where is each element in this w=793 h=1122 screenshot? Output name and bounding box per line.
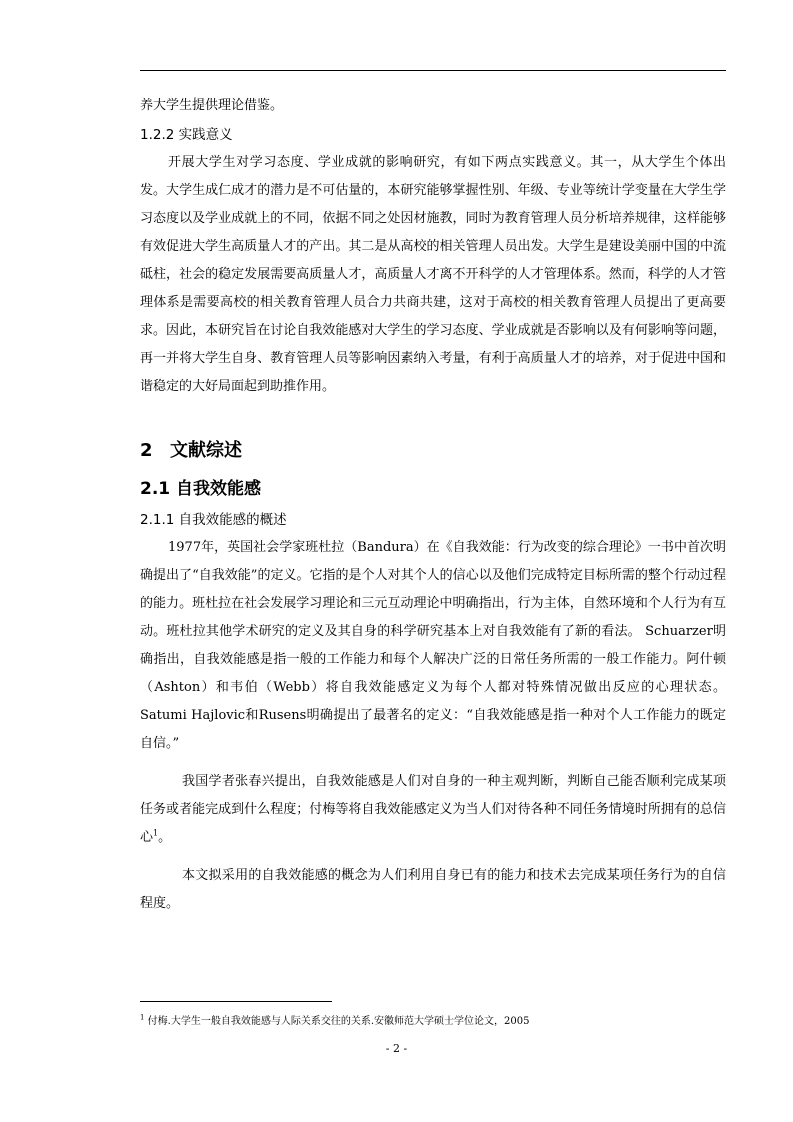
heading-1-2-2: 1.2.2 实践意义	[140, 127, 233, 143]
overview-paragraph-2-end: 。	[158, 830, 172, 845]
page-body	[140, 92, 726, 918]
overview-paragraph-3: 本文拟采用的自我效能感的概念为人们利用自身已有的能力和技术去完成某项任务行为的自信程度。	[140, 868, 726, 911]
practical-significance-paragraph: 开展大学生对学习态度、学业成就的影响研究，有如下两点实践意义。其一，从大学生个体出发。大学生成仁成才的潜力是不可估量的，本研究能够掌握性别、年级、专业等统计学变量在大学生学习态度以及学业成就上的不同，依据不同之处因材施教，同时为教育管理人员分析培养规律，这样能够有效促进大学生高质量人才的产出。其二是从高校的相关管理人员出发。大学生是建设美丽中国的中流砥柱，社会的稳定发展需要高质量人才，高质量人才离不开科学的人才管理体系。然而，科学的人才管理体系是需要高校的相关教育管理人员合力共商共建，这对于高校的相关教育管理人员提出了更高要求。因此，本研究旨在讨论自我效能感对大学生的学习态度、学业成就是否影响以及有何影响等问题，再一并将大学生自身、教育管理人员等影响因素纳入考量，有利于高质量人才的培养，对于促进中国和谐稳定的大好局面起到助推作用。	[140, 155, 726, 394]
chapter-title: 文献综述	[170, 440, 242, 461]
chapter-heading	[140, 434, 726, 468]
footnote-rule	[140, 1001, 332, 1002]
chapter-number: 2	[140, 440, 153, 461]
continuation-text: 养大学生提供理论借鉴。	[140, 98, 284, 113]
footnote-reference[interactable]: 1	[153, 828, 159, 838]
heading-2-1-1: 2.1.1 自我效能感的概述	[140, 512, 287, 528]
footnote-mark: 1	[140, 1013, 145, 1022]
page-number: - 2 -	[385, 1042, 408, 1055]
overview-paragraph-2	[140, 768, 726, 852]
footnote	[140, 1014, 726, 1030]
overview-paragraph-2-text: 我国学者张春兴提出，自我效能感是人们对自身的一种主观判断，判断自己能否顺利完成某项任务或者能完成到什么程度；付梅等将自我效能感定义为当人们对待各种不同任务情境时所拥有的总信心	[140, 774, 726, 845]
overview-paragraph-1: 1977年，英国社会学家班杜拉（Bandura）在《自我效能：行为改变的综合理论》一书中首次明确提出了“自我效能”的定义。它指的是个人对其个人的信心以及他们完成特定目标所需的整个行动过程的能力。班杜拉在社会发展学习理论和三元互动理论中明确指出，行为主体，自然环境和个人行为有互动。班杜拉其他学术研究的定义及其自身的科学研究基本上对自我效能有了新的看法。 Schuarzer明确指出，自我效能感是指一般的工作能力和每个人解决广泛的日常任务所需的一般工作能力。阿什顿（Ashton）和韦伯（Webb）将自我效能感定义为每个人都对特殊情况做出反应的心理状态。 Satumi Hajlovic和Rusens明确提出了最著名的定义：“自我效能感是指一种对个人工作能力的既定自信。”	[140, 540, 726, 751]
footnote-text: 付梅.大学生一般自我效能感与人际关系交往的关系.安徽师范大学硕士学位论文，2005	[144, 1016, 530, 1027]
header-rule	[140, 70, 726, 71]
heading-2-1: 2.1 自我效能感	[140, 479, 262, 499]
